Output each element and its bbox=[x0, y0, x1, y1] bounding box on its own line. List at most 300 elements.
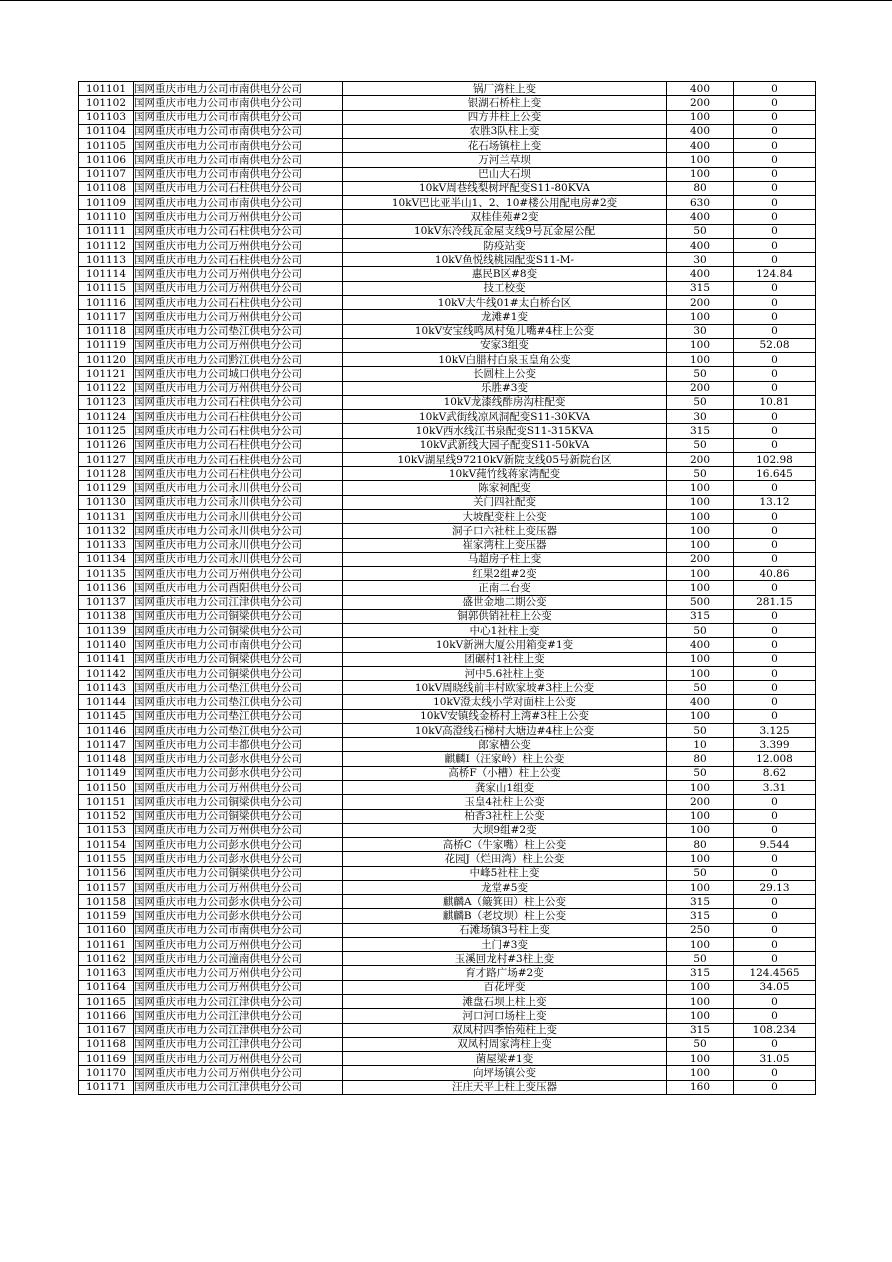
station-cell: 团碾村1社柱上变 bbox=[343, 652, 667, 666]
row-id-cell: 101167 bbox=[79, 1023, 134, 1037]
table-row bbox=[79, 410, 816, 424]
station-cell: 麒麟I（汪家岭）柱上公变 bbox=[343, 752, 667, 766]
station-cell: 双凤村四季怡苑柱上变 bbox=[343, 1023, 667, 1037]
row-id-cell: 101148 bbox=[79, 752, 134, 766]
value-cell: 0 bbox=[734, 1080, 816, 1094]
station-cell: 河口河口场柱上变 bbox=[343, 1009, 667, 1023]
row-id-cell: 101154 bbox=[79, 838, 134, 852]
table-row bbox=[79, 923, 816, 937]
company-cell: 国网重庆市电力公司万州供电分公司 bbox=[134, 937, 343, 951]
company-cell: 国网重庆市电力公司江津供电分公司 bbox=[134, 1080, 343, 1094]
capacity-cell: 100 bbox=[667, 1009, 734, 1023]
row-id-cell: 101125 bbox=[79, 424, 134, 438]
company-cell: 国网重庆市电力公司市南供电分公司 bbox=[134, 139, 343, 153]
table-row bbox=[79, 766, 816, 780]
company-cell: 国网重庆市电力公司万州供电分公司 bbox=[134, 1066, 343, 1080]
station-cell: 洞子口六社柱上变压器 bbox=[343, 524, 667, 538]
company-cell: 国网重庆市电力公司市南供电分公司 bbox=[134, 638, 343, 652]
value-cell: 0 bbox=[734, 624, 816, 638]
row-id-cell: 101121 bbox=[79, 367, 134, 381]
value-cell: 10.81 bbox=[734, 395, 816, 409]
capacity-cell: 500 bbox=[667, 595, 734, 609]
row-id-cell: 101120 bbox=[79, 353, 134, 367]
station-cell: 10kV鱼悦线桃园配变S11-M- bbox=[343, 253, 667, 267]
company-cell: 国网重庆市电力公司彭水供电分公司 bbox=[134, 752, 343, 766]
table-row bbox=[79, 224, 816, 238]
company-cell: 国网重庆市电力公司石柱供电分公司 bbox=[134, 424, 343, 438]
station-cell: 土门#3变 bbox=[343, 937, 667, 951]
row-id-cell: 101158 bbox=[79, 895, 134, 909]
station-cell: 锅厂湾柱上变 bbox=[343, 82, 667, 96]
value-cell: 124.84 bbox=[734, 267, 816, 281]
station-cell: 高桥F（小槽）柱上公变 bbox=[343, 766, 667, 780]
station-cell: 10kV武街线凉风洞配变S11-30KVA bbox=[343, 410, 667, 424]
company-cell: 国网重庆市电力公司石柱供电分公司 bbox=[134, 452, 343, 466]
company-cell: 国网重庆市电力公司垫江供电分公司 bbox=[134, 324, 343, 338]
company-cell: 国网重庆市电力公司黔江供电分公司 bbox=[134, 353, 343, 367]
company-cell: 国网重庆市电力公司彭水供电分公司 bbox=[134, 909, 343, 923]
value-cell: 0 bbox=[734, 509, 816, 523]
station-cell: 盛世金地二期公变 bbox=[343, 595, 667, 609]
value-cell: 0 bbox=[734, 253, 816, 267]
table-row bbox=[79, 538, 816, 552]
row-id-cell: 101141 bbox=[79, 652, 134, 666]
station-cell: 马超房子柱上变 bbox=[343, 552, 667, 566]
company-cell: 国网重庆市电力公司永川供电分公司 bbox=[134, 538, 343, 552]
station-cell: 龚家山1组变 bbox=[343, 781, 667, 795]
value-cell: 0 bbox=[734, 681, 816, 695]
station-cell: 柏香3社柱上公变 bbox=[343, 809, 667, 823]
capacity-cell: 400 bbox=[667, 210, 734, 224]
capacity-cell: 80 bbox=[667, 838, 734, 852]
row-id-cell: 101140 bbox=[79, 638, 134, 652]
company-cell: 国网重庆市电力公司万州供电分公司 bbox=[134, 210, 343, 224]
table-row bbox=[79, 82, 816, 96]
company-cell: 国网重庆市电力公司垫江供电分公司 bbox=[134, 723, 343, 737]
table-row bbox=[79, 552, 816, 566]
company-cell: 国网重庆市电力公司万州供电分公司 bbox=[134, 880, 343, 894]
company-cell: 国网重庆市电力公司垫江供电分公司 bbox=[134, 709, 343, 723]
capacity-cell: 50 bbox=[667, 624, 734, 638]
capacity-cell: 100 bbox=[667, 509, 734, 523]
station-cell: 育才路广场#2变 bbox=[343, 966, 667, 980]
row-id-cell: 101134 bbox=[79, 552, 134, 566]
row-id-cell: 101165 bbox=[79, 995, 134, 1009]
table-row bbox=[79, 1066, 816, 1080]
value-cell: 281.15 bbox=[734, 595, 816, 609]
table-row bbox=[79, 781, 816, 795]
value-cell: 0 bbox=[734, 709, 816, 723]
row-id-cell: 101135 bbox=[79, 567, 134, 581]
row-id-cell: 101127 bbox=[79, 452, 134, 466]
company-cell: 国网重庆市电力公司彭水供电分公司 bbox=[134, 852, 343, 866]
table-row bbox=[79, 866, 816, 880]
station-cell: 陈家祠配变 bbox=[343, 481, 667, 495]
value-cell: 3.31 bbox=[734, 781, 816, 795]
capacity-cell: 50 bbox=[667, 395, 734, 409]
table-row bbox=[79, 310, 816, 324]
table-row bbox=[79, 980, 816, 994]
row-id-cell: 101159 bbox=[79, 909, 134, 923]
value-cell: 0 bbox=[734, 609, 816, 623]
value-cell: 102.98 bbox=[734, 452, 816, 466]
value-cell: 0 bbox=[734, 823, 816, 837]
row-id-cell: 101138 bbox=[79, 609, 134, 623]
capacity-cell: 315 bbox=[667, 424, 734, 438]
capacity-cell: 100 bbox=[667, 852, 734, 866]
company-cell: 国网重庆市电力公司市南供电分公司 bbox=[134, 110, 343, 124]
station-cell: 崔家湾柱上变压器 bbox=[343, 538, 667, 552]
capacity-cell: 100 bbox=[667, 167, 734, 181]
row-id-cell: 101114 bbox=[79, 267, 134, 281]
table-row bbox=[79, 253, 816, 267]
capacity-cell: 50 bbox=[667, 866, 734, 880]
company-cell: 国网重庆市电力公司丰都供电分公司 bbox=[134, 738, 343, 752]
table-row bbox=[79, 695, 816, 709]
company-cell: 国网重庆市电力公司江津供电分公司 bbox=[134, 1037, 343, 1051]
station-cell: 技工校变 bbox=[343, 281, 667, 295]
value-cell: 0 bbox=[734, 353, 816, 367]
capacity-cell: 80 bbox=[667, 752, 734, 766]
table-row bbox=[79, 196, 816, 210]
table-row bbox=[79, 581, 816, 595]
table-row bbox=[79, 381, 816, 395]
company-cell: 国网重庆市电力公司万州供电分公司 bbox=[134, 310, 343, 324]
capacity-cell: 200 bbox=[667, 295, 734, 309]
capacity-cell: 100 bbox=[667, 567, 734, 581]
table-row bbox=[79, 1037, 816, 1051]
value-cell: 0 bbox=[734, 153, 816, 167]
table-row bbox=[79, 681, 816, 695]
capacity-cell: 50 bbox=[667, 367, 734, 381]
capacity-cell: 100 bbox=[667, 709, 734, 723]
value-cell: 3.399 bbox=[734, 738, 816, 752]
station-cell: 大坡配变柱上公变 bbox=[343, 509, 667, 523]
row-id-cell: 101102 bbox=[79, 96, 134, 110]
table-row bbox=[79, 139, 816, 153]
station-cell: 10kV巴比亚半山1、2、10#楼公用配电房#2变 bbox=[343, 196, 667, 210]
company-cell: 国网重庆市电力公司铜梁供电分公司 bbox=[134, 809, 343, 823]
company-cell: 国网重庆市电力公司万州供电分公司 bbox=[134, 567, 343, 581]
value-cell: 0 bbox=[734, 695, 816, 709]
table-row bbox=[79, 153, 816, 167]
table-row bbox=[79, 995, 816, 1009]
row-id-cell: 101107 bbox=[79, 167, 134, 181]
value-cell: 0 bbox=[734, 666, 816, 680]
capacity-cell: 30 bbox=[667, 324, 734, 338]
station-cell: 银湖石桥柱上变 bbox=[343, 96, 667, 110]
value-cell: 0 bbox=[734, 795, 816, 809]
table-row bbox=[79, 666, 816, 680]
station-cell: 龙滩#1变 bbox=[343, 310, 667, 324]
table-row bbox=[79, 424, 816, 438]
row-id-cell: 101119 bbox=[79, 338, 134, 352]
value-cell: 0 bbox=[734, 995, 816, 1009]
capacity-cell: 315 bbox=[667, 909, 734, 923]
value-cell: 0 bbox=[734, 866, 816, 880]
company-cell: 国网重庆市电力公司市南供电分公司 bbox=[134, 167, 343, 181]
row-id-cell: 101112 bbox=[79, 238, 134, 252]
row-id-cell: 101131 bbox=[79, 509, 134, 523]
row-id-cell: 101151 bbox=[79, 795, 134, 809]
value-cell: 0 bbox=[734, 367, 816, 381]
station-cell: 麒麟A（簸箕田）柱上公变 bbox=[343, 895, 667, 909]
station-cell: 10kV武新线大园子配变S11-50kVA bbox=[343, 438, 667, 452]
company-cell: 国网重庆市电力公司石柱供电分公司 bbox=[134, 295, 343, 309]
capacity-cell: 160 bbox=[667, 1080, 734, 1094]
table-row bbox=[79, 96, 816, 110]
table-row bbox=[79, 880, 816, 894]
station-cell: 10kV龙漆线酢房沟柱配变 bbox=[343, 395, 667, 409]
capacity-cell: 315 bbox=[667, 895, 734, 909]
capacity-cell: 200 bbox=[667, 552, 734, 566]
station-cell: 10kV白腊村白泉玉皇角公变 bbox=[343, 353, 667, 367]
row-id-cell: 101116 bbox=[79, 295, 134, 309]
value-cell: 0 bbox=[734, 224, 816, 238]
capacity-cell: 30 bbox=[667, 253, 734, 267]
station-cell: 向坪场镇公变 bbox=[343, 1066, 667, 1080]
value-cell: 0 bbox=[734, 110, 816, 124]
row-id-cell: 101111 bbox=[79, 224, 134, 238]
company-cell: 国网重庆市电力公司石柱供电分公司 bbox=[134, 395, 343, 409]
station-cell: 高桥C（牛家嘴）柱上公变 bbox=[343, 838, 667, 852]
station-cell: 中心1社柱上变 bbox=[343, 624, 667, 638]
row-id-cell: 101124 bbox=[79, 410, 134, 424]
row-id-cell: 101123 bbox=[79, 395, 134, 409]
company-cell: 国网重庆市电力公司万州供电分公司 bbox=[134, 1052, 343, 1066]
table-row bbox=[79, 238, 816, 252]
station-cell: 惠民B区#8变 bbox=[343, 267, 667, 281]
table-row bbox=[79, 295, 816, 309]
capacity-cell: 250 bbox=[667, 923, 734, 937]
station-cell: 10kV莼竹线蒋家湾配变 bbox=[343, 467, 667, 481]
row-id-cell: 101108 bbox=[79, 181, 134, 195]
row-id-cell: 101104 bbox=[79, 124, 134, 138]
company-cell: 国网重庆市电力公司铜梁供电分公司 bbox=[134, 866, 343, 880]
capacity-cell: 100 bbox=[667, 310, 734, 324]
table-row bbox=[79, 937, 816, 951]
table-row bbox=[79, 852, 816, 866]
capacity-cell: 50 bbox=[667, 952, 734, 966]
capacity-cell: 50 bbox=[667, 723, 734, 737]
table-row bbox=[79, 1023, 816, 1037]
company-cell: 国网重庆市电力公司万州供电分公司 bbox=[134, 781, 343, 795]
station-cell: 龙堂#5变 bbox=[343, 880, 667, 894]
capacity-cell: 50 bbox=[667, 766, 734, 780]
capacity-cell: 400 bbox=[667, 267, 734, 281]
value-cell: 108.234 bbox=[734, 1023, 816, 1037]
company-cell: 国网重庆市电力公司石柱供电分公司 bbox=[134, 253, 343, 267]
capacity-cell: 315 bbox=[667, 609, 734, 623]
station-cell: 安家3组变 bbox=[343, 338, 667, 352]
station-cell: 10kV周巷线梨树坪配变S11-80KVA bbox=[343, 181, 667, 195]
station-cell: 乐胜#3变 bbox=[343, 381, 667, 395]
company-cell: 国网重庆市电力公司石柱供电分公司 bbox=[134, 410, 343, 424]
company-cell: 国网重庆市电力公司永川供电分公司 bbox=[134, 552, 343, 566]
row-id-cell: 101156 bbox=[79, 866, 134, 880]
company-cell: 国网重庆市电力公司垫江供电分公司 bbox=[134, 695, 343, 709]
table-row bbox=[79, 595, 816, 609]
value-cell: 0 bbox=[734, 895, 816, 909]
station-cell: 铜郭供销社柱上公变 bbox=[343, 609, 667, 623]
row-id-cell: 101130 bbox=[79, 495, 134, 509]
station-cell: 10kV澄太线小学对面柱上公变 bbox=[343, 695, 667, 709]
table-row bbox=[79, 1080, 816, 1094]
row-id-cell: 101110 bbox=[79, 210, 134, 224]
table-row bbox=[79, 167, 816, 181]
station-cell: 巴山大石坝 bbox=[343, 167, 667, 181]
capacity-cell: 315 bbox=[667, 1023, 734, 1037]
row-id-cell: 101129 bbox=[79, 481, 134, 495]
table-row bbox=[79, 481, 816, 495]
value-cell: 0 bbox=[734, 809, 816, 823]
company-cell: 国网重庆市电力公司彭水供电分公司 bbox=[134, 838, 343, 852]
value-cell: 0 bbox=[734, 638, 816, 652]
station-cell: 石滩场镇3号柱上变 bbox=[343, 923, 667, 937]
capacity-cell: 100 bbox=[667, 1052, 734, 1066]
capacity-cell: 100 bbox=[667, 823, 734, 837]
table-row bbox=[79, 752, 816, 766]
row-id-cell: 101143 bbox=[79, 681, 134, 695]
value-cell: 0 bbox=[734, 196, 816, 210]
station-cell: 10kV湖星线97210kV新院支线05号新院台区 bbox=[343, 452, 667, 466]
company-cell: 国网重庆市电力公司江津供电分公司 bbox=[134, 995, 343, 1009]
value-cell: 29.13 bbox=[734, 880, 816, 894]
value-cell: 0 bbox=[734, 552, 816, 566]
station-cell: 关门四社配变 bbox=[343, 495, 667, 509]
station-cell: 10kV周晓线前丰村欧家坡#3柱上公变 bbox=[343, 681, 667, 695]
company-cell: 国网重庆市电力公司永川供电分公司 bbox=[134, 481, 343, 495]
company-cell: 国网重庆市电力公司江津供电分公司 bbox=[134, 595, 343, 609]
capacity-cell: 100 bbox=[667, 809, 734, 823]
company-cell: 国网重庆市电力公司石柱供电分公司 bbox=[134, 438, 343, 452]
station-cell: 玉皇4社柱上公变 bbox=[343, 795, 667, 809]
company-cell: 国网重庆市电力公司市南供电分公司 bbox=[134, 153, 343, 167]
capacity-cell: 100 bbox=[667, 652, 734, 666]
row-id-cell: 101122 bbox=[79, 381, 134, 395]
company-cell: 国网重庆市电力公司铜梁供电分公司 bbox=[134, 666, 343, 680]
table-row bbox=[79, 738, 816, 752]
table-row bbox=[79, 281, 816, 295]
value-cell: 40.86 bbox=[734, 567, 816, 581]
value-cell: 0 bbox=[734, 324, 816, 338]
station-cell: 中峰5社柱上变 bbox=[343, 866, 667, 880]
capacity-cell: 315 bbox=[667, 966, 734, 980]
company-cell: 国网重庆市电力公司石柱供电分公司 bbox=[134, 224, 343, 238]
row-id-cell: 101117 bbox=[79, 310, 134, 324]
row-id-cell: 101170 bbox=[79, 1066, 134, 1080]
table-row bbox=[79, 567, 816, 581]
company-cell: 国网重庆市电力公司彭水供电分公司 bbox=[134, 895, 343, 909]
station-cell: 防疫站变 bbox=[343, 238, 667, 252]
capacity-cell: 80 bbox=[667, 181, 734, 195]
row-id-cell: 101115 bbox=[79, 281, 134, 295]
row-id-cell: 101103 bbox=[79, 110, 134, 124]
station-cell: 10kV大牛线01#太白桥台区 bbox=[343, 295, 667, 309]
value-cell: 0 bbox=[734, 295, 816, 309]
value-cell: 0 bbox=[734, 124, 816, 138]
company-cell: 国网重庆市电力公司万州供电分公司 bbox=[134, 381, 343, 395]
value-cell: 0 bbox=[734, 210, 816, 224]
capacity-cell: 100 bbox=[667, 353, 734, 367]
row-id-cell: 101169 bbox=[79, 1052, 134, 1066]
table-row bbox=[79, 966, 816, 980]
row-id-cell: 101105 bbox=[79, 139, 134, 153]
station-cell: 10kV安宝线鸣凤村兔儿嘴#4柱上公变 bbox=[343, 324, 667, 338]
row-id-cell: 101162 bbox=[79, 952, 134, 966]
capacity-cell: 400 bbox=[667, 139, 734, 153]
station-cell: 10kV东冷线瓦金屋支线9号瓦金屋公配 bbox=[343, 224, 667, 238]
company-cell: 国网重庆市电力公司市南供电分公司 bbox=[134, 82, 343, 96]
table-row bbox=[79, 823, 816, 837]
station-cell: 10kV安镇线金桥村上湾#3柱上公变 bbox=[343, 709, 667, 723]
station-cell: 菌屋梁#1变 bbox=[343, 1052, 667, 1066]
capacity-cell: 400 bbox=[667, 638, 734, 652]
row-id-cell: 101126 bbox=[79, 438, 134, 452]
row-id-cell: 101152 bbox=[79, 809, 134, 823]
company-cell: 国网重庆市电力公司垫江供电分公司 bbox=[134, 681, 343, 695]
company-cell: 国网重庆市电力公司永川供电分公司 bbox=[134, 509, 343, 523]
table-row bbox=[79, 652, 816, 666]
value-cell: 9.544 bbox=[734, 838, 816, 852]
table-row bbox=[79, 709, 816, 723]
station-cell: 10kV高澄线石梯村大塘边#4柱上公变 bbox=[343, 723, 667, 737]
value-cell: 0 bbox=[734, 952, 816, 966]
table-row bbox=[79, 609, 816, 623]
value-cell: 0 bbox=[734, 410, 816, 424]
data-table bbox=[78, 81, 816, 1095]
value-cell: 0 bbox=[734, 1009, 816, 1023]
company-cell: 国网重庆市电力公司市南供电分公司 bbox=[134, 124, 343, 138]
capacity-cell: 50 bbox=[667, 438, 734, 452]
value-cell: 31.05 bbox=[734, 1052, 816, 1066]
station-cell: 玉溪回龙村#3柱上变 bbox=[343, 952, 667, 966]
capacity-cell: 100 bbox=[667, 481, 734, 495]
value-cell: 0 bbox=[734, 238, 816, 252]
station-cell: 麒麟B（老坟坝）柱上公变 bbox=[343, 909, 667, 923]
table-row bbox=[79, 895, 816, 909]
row-id-cell: 101146 bbox=[79, 723, 134, 737]
value-cell: 0 bbox=[734, 139, 816, 153]
table-row bbox=[79, 638, 816, 652]
table-row bbox=[79, 809, 816, 823]
company-cell: 国网重庆市电力公司城口供电分公司 bbox=[134, 367, 343, 381]
station-cell: 汪庄天平上柱上变压器 bbox=[343, 1080, 667, 1094]
table-row bbox=[79, 353, 816, 367]
row-id-cell: 101109 bbox=[79, 196, 134, 210]
value-cell: 0 bbox=[734, 381, 816, 395]
row-id-cell: 101150 bbox=[79, 781, 134, 795]
station-cell: 四方井柱上公变 bbox=[343, 110, 667, 124]
row-id-cell: 101163 bbox=[79, 966, 134, 980]
value-cell: 8.62 bbox=[734, 766, 816, 780]
capacity-cell: 200 bbox=[667, 381, 734, 395]
company-cell: 国网重庆市电力公司万州供电分公司 bbox=[134, 966, 343, 980]
company-cell: 国网重庆市电力公司万州供电分公司 bbox=[134, 267, 343, 281]
row-id-cell: 101160 bbox=[79, 923, 134, 937]
capacity-cell: 200 bbox=[667, 795, 734, 809]
company-cell: 国网重庆市电力公司酉阳供电分公司 bbox=[134, 581, 343, 595]
row-id-cell: 101142 bbox=[79, 666, 134, 680]
company-cell: 国网重庆市电力公司市南供电分公司 bbox=[134, 96, 343, 110]
value-cell: 0 bbox=[734, 538, 816, 552]
table-row bbox=[79, 624, 816, 638]
station-cell: 长圆柱上公变 bbox=[343, 367, 667, 381]
capacity-cell: 315 bbox=[667, 281, 734, 295]
company-cell: 国网重庆市电力公司铜梁供电分公司 bbox=[134, 624, 343, 638]
station-cell: 花园J（烂田湾）柱上公变 bbox=[343, 852, 667, 866]
value-cell: 0 bbox=[734, 310, 816, 324]
